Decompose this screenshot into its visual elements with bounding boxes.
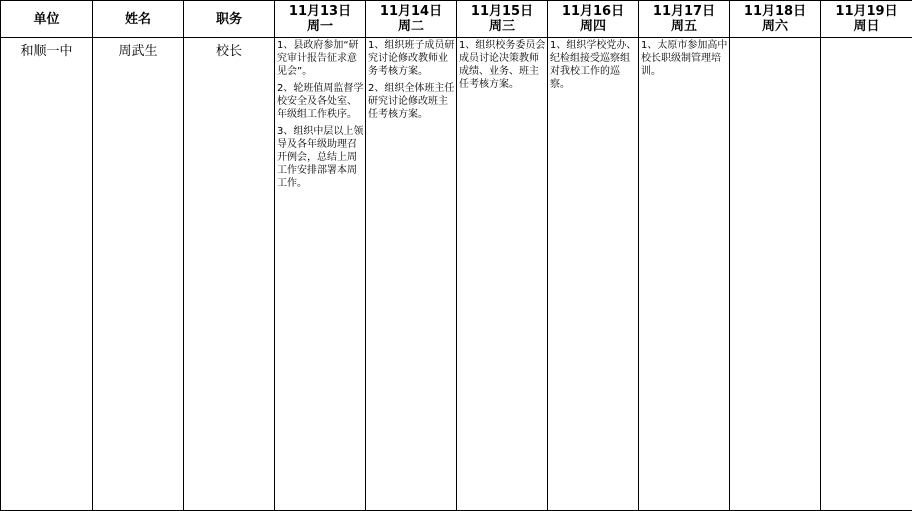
- task-item: 1、组织校务委员会成员讨论决策教师成绩、业务、班主任考核方案。: [459, 39, 546, 91]
- cell-tue: [366, 38, 457, 511]
- task-item: 1、组织班子成员研究讨论修改教师业务考核方案。: [368, 39, 455, 78]
- header-date: 11月19日: [821, 4, 912, 19]
- task-item: 1、太原市参加高中校长职级制管理培训。: [641, 39, 728, 78]
- header-weekday: 周六: [730, 19, 820, 34]
- header-date: 11月13日: [275, 4, 365, 19]
- header-date: 11月16日: [548, 4, 638, 19]
- header-weekday: 周五: [639, 19, 729, 34]
- cell-thu: [548, 38, 639, 511]
- header-weekday: 周四: [548, 19, 638, 34]
- cell-sat: [730, 38, 821, 511]
- header-day-thu: [548, 1, 639, 38]
- cell-unit: 和顺一中: [1, 38, 93, 511]
- cell-mon: [275, 38, 366, 511]
- header-row: [1, 1, 912, 38]
- header-date: 11月15日: [457, 4, 547, 19]
- task-item: 2、轮班值周监督学校安全及各处室、年级组工作秩序。: [277, 82, 364, 121]
- header-date: 11月17日: [639, 4, 729, 19]
- cell-sun: [821, 38, 912, 511]
- header-weekday: 周二: [366, 19, 456, 34]
- header-weekday: 周一: [275, 19, 365, 34]
- header-date: 11月14日: [366, 4, 456, 19]
- table-row: [1, 38, 912, 511]
- header-day-fri: [639, 1, 730, 38]
- header-day-sat: [730, 1, 821, 38]
- task-item: 3、组织中层以上领导及各年级助理召开例会，总结上周工作安排部署本周工作。: [277, 125, 364, 190]
- header-weekday: 周日: [821, 19, 912, 34]
- header-day-tue: [366, 1, 457, 38]
- task-item: 2、组织全体班主任研究讨论修改班主任考核方案。: [368, 82, 455, 121]
- task-item: 1、组织学校党办、纪检组接受巡察组对我校工作的巡察。: [550, 39, 637, 91]
- header-position: 职务: [184, 1, 275, 38]
- header-weekday: 周三: [457, 19, 547, 34]
- cell-wed: [457, 38, 548, 511]
- header-day-mon: [275, 1, 366, 38]
- header-unit: 单位: [1, 1, 93, 38]
- header-name: 姓名: [93, 1, 184, 38]
- task-item: 1、县政府参加“研究审计报告征求意见会”。: [277, 39, 364, 78]
- cell-fri: [639, 38, 730, 511]
- header-day-sun: [821, 1, 912, 38]
- header-date: 11月18日: [730, 4, 820, 19]
- cell-name: 周武生: [93, 38, 184, 511]
- cell-position: 校长: [184, 38, 275, 511]
- header-day-wed: [457, 1, 548, 38]
